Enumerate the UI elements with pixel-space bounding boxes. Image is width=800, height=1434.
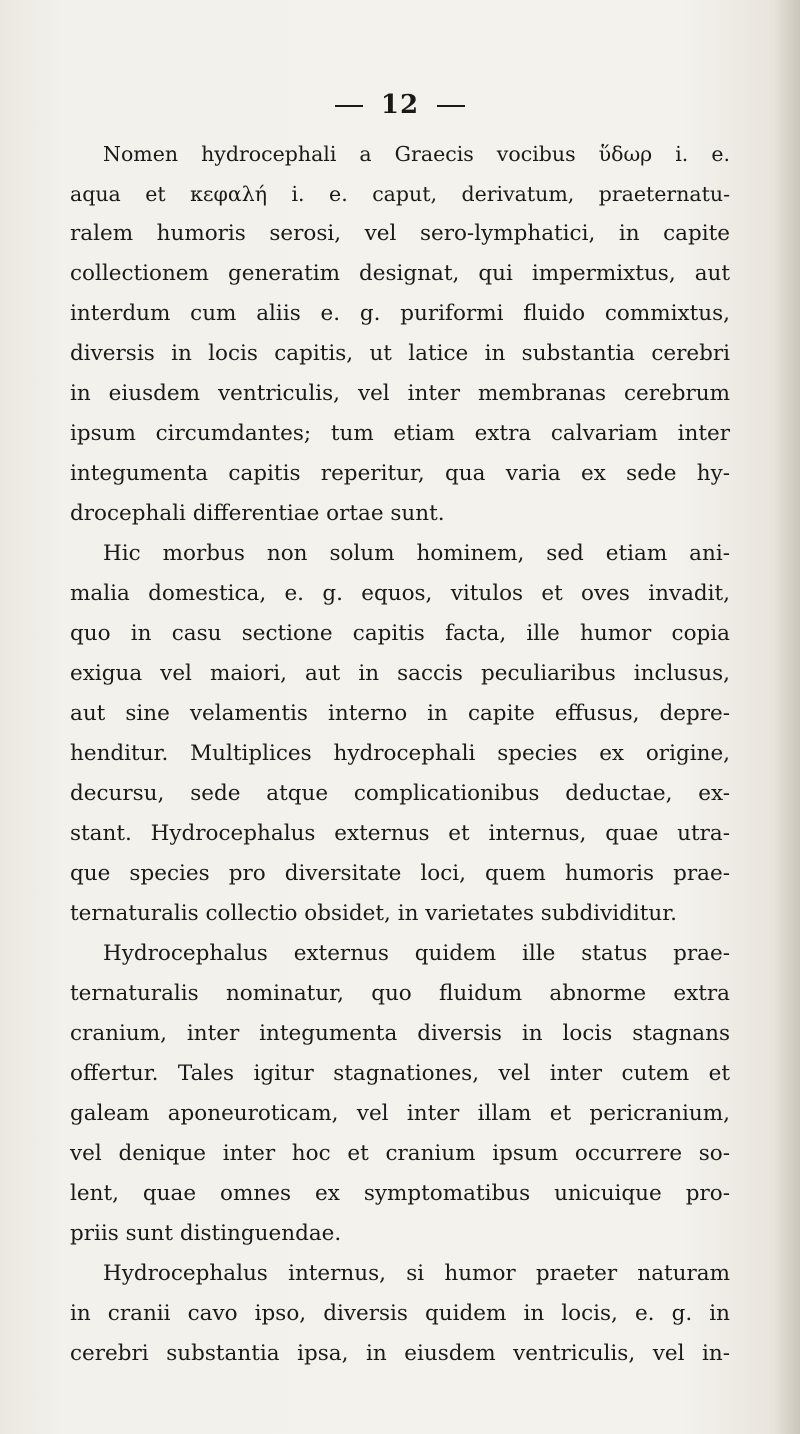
text-line: henditur. Multiplices hydrocephali species ex origine,: [70, 741, 730, 766]
text-line: priis sunt distinguendae.: [70, 1221, 342, 1246]
page-number: 12: [380, 90, 420, 120]
right-dash: [437, 105, 465, 107]
text-line: quo in casu sectione capitis facta, ille humor copia: [70, 621, 730, 646]
text-line: ralem humoris serosi, vel sero-lymphatici, in capite: [70, 221, 730, 246]
text-line: Hydrocephalus externus quidem ille status prae-: [103, 941, 730, 966]
left-dash: [335, 105, 363, 107]
page-edge-shadow: [774, 0, 800, 1434]
text-line: offertur. Tales igitur stagnationes, vel inter cutem et: [70, 1061, 730, 1086]
text-line: Hic morbus non solum hominem, sed etiam ani-: [103, 541, 730, 566]
text-line: exigua vel maiori, aut in saccis peculiaribus inclusus,: [70, 661, 730, 686]
text-line: Nomen hydrocephali a Graecis vocibus ὕδωρ i. e.: [103, 142, 730, 166]
text-line: collectionem generatim designat, qui impermixtus, aut: [70, 261, 730, 286]
text-line: interdum cum aliis e. g. puriformi fluido commixtus,: [70, 301, 730, 326]
text-line: in eiusdem ventriculis, vel inter membranas cerebrum: [70, 381, 730, 406]
text-line: cerebri substantia ipsa, in eiusdem ventriculis, vel in-: [70, 1341, 730, 1366]
body-text: [70, 134, 730, 1374]
text-line: diversis in locis capitis, ut latice in substantia cerebri: [70, 341, 730, 366]
text-line: que species pro diversitate loci, quem humoris prae-: [70, 861, 730, 886]
text-line: integumenta capitis reperitur, qua varia ex sede hy-: [70, 461, 730, 486]
text-line: malia domestica, e. g. equos, vitulos et oves invadit,: [70, 581, 730, 606]
text-line: cranium, inter integumenta diversis in locis stagnans: [70, 1021, 730, 1046]
text-line: ternaturalis nominatur, quo fluidum abnorme extra: [70, 981, 730, 1006]
text-line: ternaturalis collectio obsidet, in varietates subdividitur.: [70, 901, 677, 926]
text-line: lent, quae omnes ex symptomatibus unicuique pro-: [70, 1181, 730, 1206]
text-line: vel denique inter hoc et cranium ipsum occurrere so-: [70, 1141, 730, 1166]
text-line: aqua et κεφαλή i. e. caput, derivatum, praeternatu-: [70, 182, 730, 206]
page-number-header: [0, 90, 800, 120]
text-line: galeam aponeuroticam, vel inter illam et pericranium,: [70, 1101, 730, 1126]
text-line: in cranii cavo ipso, diversis quidem in locis, e. g. in: [70, 1301, 730, 1326]
text-line: aut sine velamentis interno in capite effusus, depre-: [70, 701, 730, 726]
text-line: stant. Hydrocephalus externus et internus, quae utra-: [70, 821, 730, 846]
text-line: ipsum circumdantes; tum etiam extra calvariam inter: [70, 421, 730, 446]
text-line: decursu, sede atque complicationibus deductae, ex-: [70, 781, 730, 806]
text-line: Hydrocephalus internus, si humor praeter naturam: [103, 1261, 730, 1286]
text-line: drocephali differentiae ortae sunt.: [70, 501, 445, 526]
